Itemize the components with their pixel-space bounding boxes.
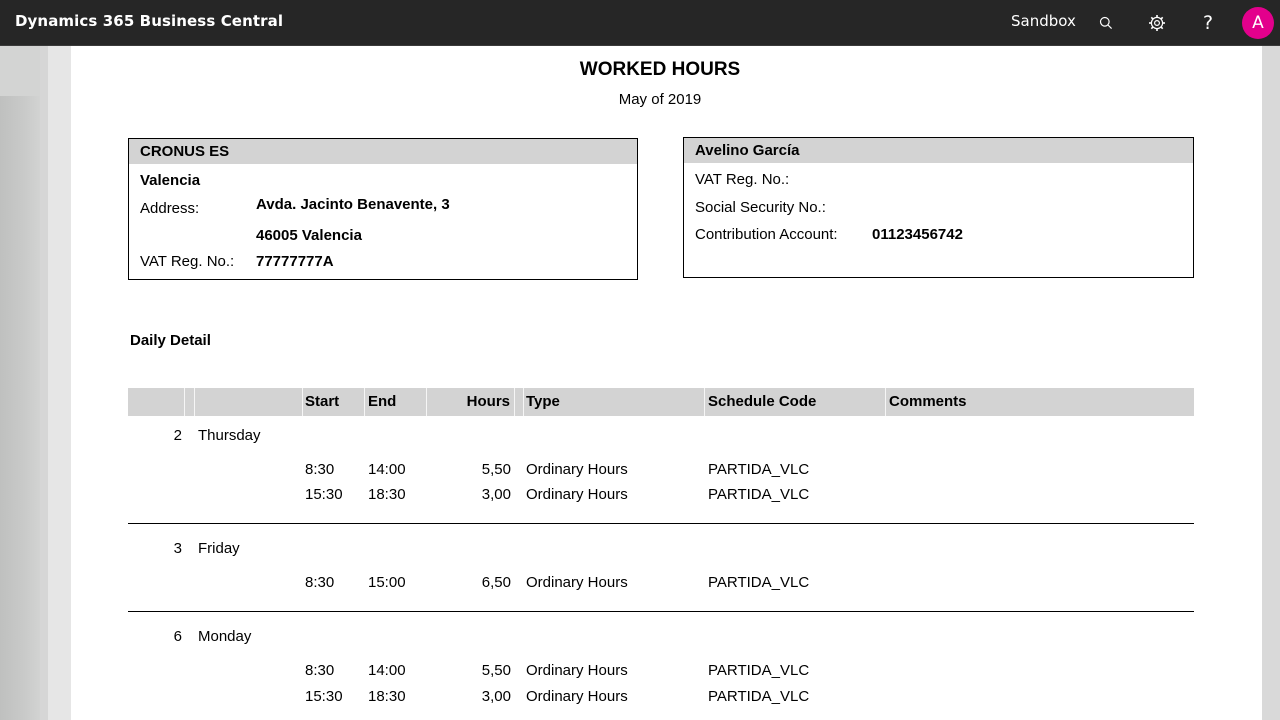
column-divider xyxy=(364,388,365,416)
column-divider xyxy=(184,388,185,416)
left-pane-header-edge xyxy=(0,46,40,96)
entry-end: 18:30 xyxy=(368,486,406,503)
left-pane-edge xyxy=(0,46,40,720)
employee-ss-label: Social Security No.: xyxy=(695,199,826,216)
entry-hours: 3,00 xyxy=(481,688,511,705)
company-city: Valencia xyxy=(140,172,201,189)
employee-name: Avelino García xyxy=(684,138,1193,163)
col-comments: Comments xyxy=(889,393,967,410)
entry-start: 8:30 xyxy=(305,574,335,591)
entry-type: Ordinary Hours xyxy=(526,574,628,591)
entry-type: Ordinary Hours xyxy=(526,688,628,705)
report-period: May of 2019 xyxy=(618,91,702,108)
col-start: Start xyxy=(305,393,340,410)
company-box xyxy=(128,138,638,280)
section-title: Daily Detail xyxy=(130,332,211,349)
column-divider xyxy=(704,388,705,416)
column-divider xyxy=(426,388,427,416)
employee-box xyxy=(683,137,1194,278)
day-number: 3 xyxy=(173,540,182,557)
company-vat-value: 77777777A xyxy=(256,253,334,270)
entry-start: 8:30 xyxy=(305,662,335,679)
entry-hours: 5,50 xyxy=(481,461,511,478)
entry-schedule-code: PARTIDA_VLC xyxy=(708,574,810,591)
entry-start: 8:30 xyxy=(305,461,335,478)
day-weekday: Monday xyxy=(198,628,252,645)
entry-end: 15:00 xyxy=(368,574,406,591)
entry-type: Ordinary Hours xyxy=(526,486,628,503)
entry-schedule-code: PARTIDA_VLC xyxy=(708,688,810,705)
company-address-line1: Avda. Jacinto Benavente, 3 xyxy=(256,196,450,213)
environment-label[interactable]: Sandbox xyxy=(1011,12,1076,30)
column-divider xyxy=(523,388,524,416)
report-page xyxy=(71,46,1262,720)
column-divider xyxy=(514,388,515,416)
entry-type: Ordinary Hours xyxy=(526,461,628,478)
entry-end: 14:00 xyxy=(368,662,406,679)
day-number: 2 xyxy=(173,427,182,444)
employee-contrib-value: 01123456742 xyxy=(872,226,963,243)
settings-gear-icon[interactable] xyxy=(1145,11,1169,35)
column-divider xyxy=(885,388,886,416)
company-address-line2: 46005 Valencia xyxy=(256,227,362,244)
entry-type: Ordinary Hours xyxy=(526,662,628,679)
employee-contrib-label: Contribution Account: xyxy=(695,226,838,243)
day-weekday: Thursday xyxy=(198,427,261,444)
entry-end: 18:30 xyxy=(368,688,406,705)
column-divider xyxy=(194,388,195,416)
entry-end: 14:00 xyxy=(368,461,406,478)
company-address-label: Address: xyxy=(140,200,200,217)
col-end: End xyxy=(368,393,397,410)
company-name: CRONUS ES xyxy=(129,139,637,164)
day-separator xyxy=(128,611,1194,612)
top-bar xyxy=(0,0,1280,46)
col-schedule-code: Schedule Code xyxy=(708,393,817,410)
entry-schedule-code: PARTIDA_VLC xyxy=(708,461,810,478)
entry-hours: 6,50 xyxy=(481,574,511,591)
day-number: 6 xyxy=(173,628,182,645)
help-icon[interactable]: ? xyxy=(1202,12,1214,34)
column-divider xyxy=(302,388,303,416)
report-title: WORKED HOURS xyxy=(579,59,741,80)
left-gutter xyxy=(40,46,48,720)
col-hours: Hours xyxy=(466,393,510,410)
entry-start: 15:30 xyxy=(305,688,343,705)
user-avatar[interactable]: A xyxy=(1242,7,1274,39)
entry-schedule-code: PARTIDA_VLC xyxy=(708,662,810,679)
entry-start: 15:30 xyxy=(305,486,343,503)
col-type: Type xyxy=(526,393,560,410)
day-weekday: Friday xyxy=(198,540,240,557)
entry-hours: 5,50 xyxy=(481,662,511,679)
app-title[interactable]: Dynamics 365 Business Central xyxy=(15,12,284,30)
entry-schedule-code: PARTIDA_VLC xyxy=(708,486,810,503)
right-gutter xyxy=(1262,46,1280,720)
day-separator xyxy=(128,523,1194,524)
employee-vat-label: VAT Reg. No.: xyxy=(695,171,790,188)
company-vat-label: VAT Reg. No.: xyxy=(140,253,235,270)
table-header xyxy=(128,388,1194,416)
search-icon[interactable] xyxy=(1094,11,1118,35)
entry-hours: 3,00 xyxy=(481,486,511,503)
